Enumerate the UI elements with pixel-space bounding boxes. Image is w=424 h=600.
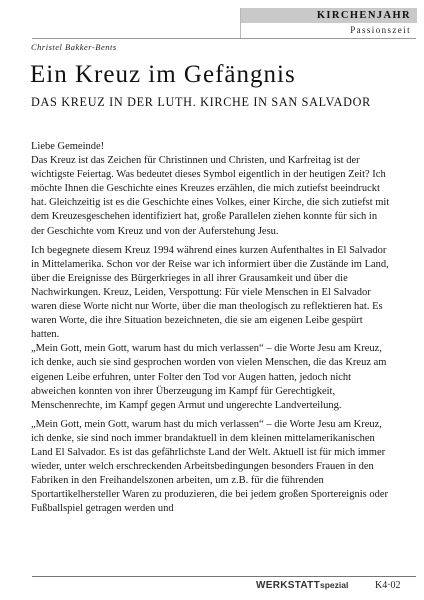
section-category: KIRCHENJAHR: [241, 8, 417, 23]
brand-logo: [256, 580, 348, 591]
article-body: [31, 140, 391, 521]
paragraph-1: Liebe Gemeinde! Das Kreuz ist das Zeichen für Christinnen und Christen, und Karfreitag ist der wichtigste Feiertag. Was bedeutet dieses Symbol eigentlich in der heutigen Zeit? Ich möchte Ihnen die Geschichte eines Kreuzes erzählen, die mich zutiefst beeindruckt hat. Gleichzeitig ist es die Geschichte eines Volkes, einer Kirche, die sich zutiefst mit dem Kreuzesgeschehen identifiziert hat, große Parallelen ziehen konnte für sich in der Geschichte vom Kreuz und von der Auferstehung Jesu.: [31, 141, 390, 237]
footer-rule: [32, 576, 416, 577]
paragraph-2: Ich begegnete diesem Kreuz 1994 während eines kurzen Aufenthaltes in El Salvador in Mittelamerika. Schon vor der Reise war ich informiert über die Zustände im Land, über die Ereignisse des Bürgerkrieges in all ihrer Grausamkeit und über die Nachwirkungen. Kreuz, Leiden, Verspottung: Für viele Menschen in El Salvador waren diese Worte nicht nur Worte, über die man theologisch zu reflektieren hat. Es waren Worte, die ihre Situation bezeichneten, die sie am eigenen Leibe gespürt hatten. „Mein Gott, mein Gott, warum hast du mich verlassen“ – die Worte Jesu am Kreuz, ich denke, auch sie sind gesprochen worden von vielen Menschen, die das Kreuz am eigenen Leibe erfuhren, unter Folter den Tod vor Augen hatten, jedoch nicht abweichen konnten von ihrer Überzeugung im Kampf für Gerechtigkeit, Menschenrechte, im Kampf gegen Armut und ungerechte Landverteilung.: [31, 244, 389, 411]
page-title: Ein Kreuz im Gefängnis: [30, 61, 296, 88]
paragraph-3: „Mein Gott, mein Gott, warum hast du mich verlassen“ – die Worte Jesu am Kreuz, ich denke, sie sind noch immer brandaktuell in dem kleinen mittelamerikanischen Land El Salvador. Es ist das gefährlichste Land der Welt. Aktuell ist für mich immer wieder, unter welch erschreckenden Arbeitsbedingungen besonders Frauen in den Fabriken in den Freihandelszonen arbeiten, um z.B. für die führenden Sportartikelhersteller Waren zu produzieren, die bei jedem großen Sportereignis oder Fußballspiel getragen werden und: [31, 418, 388, 515]
page-subtitle: DAS KREUZ IN DER LUTH. KIRCHE IN SAN SALVADOR: [31, 95, 371, 109]
section-subcategory: Passionszeit: [350, 25, 411, 35]
header-rule: [32, 38, 416, 39]
section-tab: [240, 8, 417, 38]
brand-sub: spezial: [319, 580, 349, 590]
page-code: K4·02: [375, 580, 401, 591]
author-name: Christel Bakker-Bents: [31, 42, 117, 52]
brand-name: WERKSTATT: [256, 580, 320, 591]
